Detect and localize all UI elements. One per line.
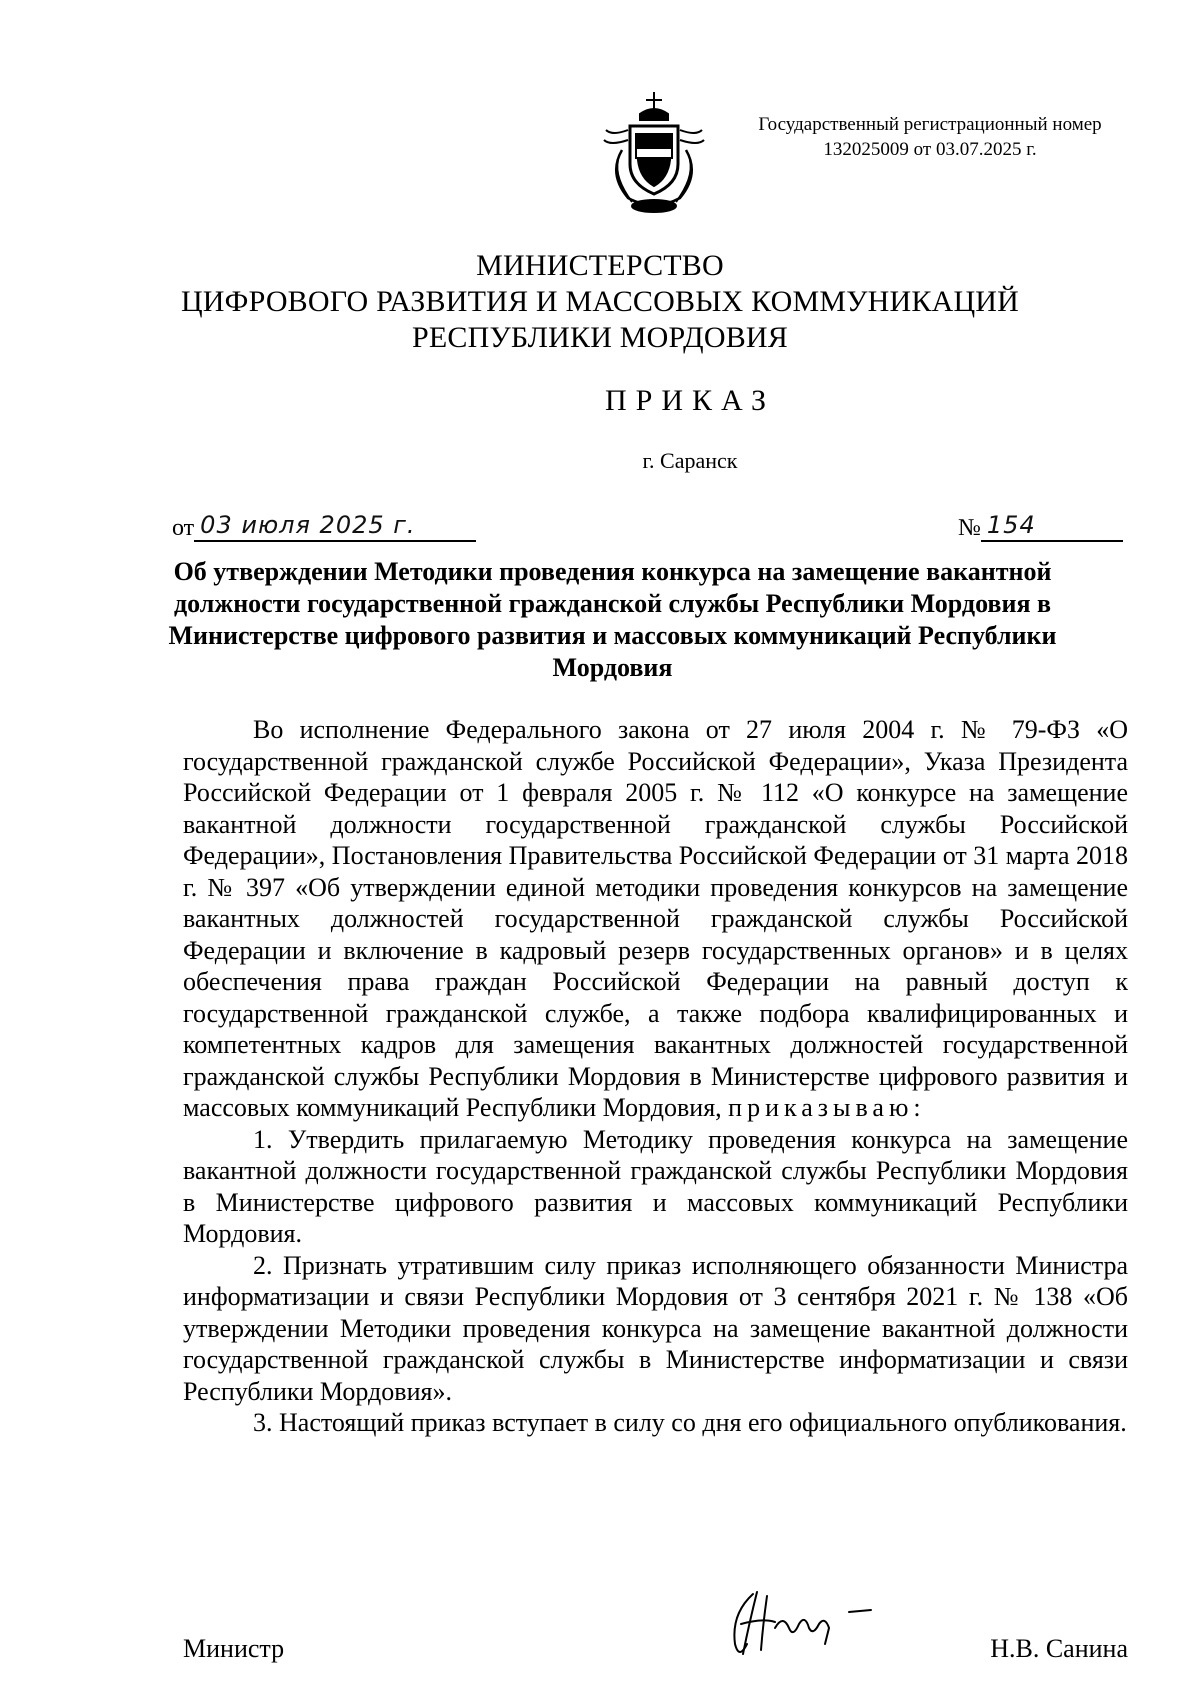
order-date: [172, 510, 476, 542]
ministry-line-1: МИНИСТЕРСТВО: [476, 249, 724, 282]
coat-of-arms-icon: [598, 90, 710, 218]
order-heading: [0, 384, 1200, 418]
ministry-line-2: ЦИФРОВОГО РАЗВИТИЯ И МАССОВЫХ КОММУНИКАЦИЙ: [180, 285, 1020, 318]
signer-name: Н.В. Санина: [990, 1634, 1128, 1663]
handwritten-signature-icon: [713, 1584, 893, 1664]
item-1: 1. Утвердить прилагаемую Методику проведения конкурса на замещение вакантной должности государственной гражданской службы Республики Мордовия в Министерстве цифрового развития и массовых коммуникаций Республики Мордовия.: [183, 1124, 1128, 1248]
item-3: 3. Настоящий приказ вступает в силу со дня его официального опубликования.: [253, 1408, 1127, 1437]
ministry-line-3: РЕСПУБЛИКИ МОРДОВИЯ: [412, 321, 788, 354]
preamble-paragraph: [183, 714, 1128, 1124]
signer-title: Министр: [183, 1634, 285, 1663]
date-prefix: от: [172, 515, 195, 541]
handwritten-date: 03 июля 2025 г.: [194, 510, 476, 542]
registration-number: [740, 112, 1120, 162]
city: г. Саранск: [642, 448, 738, 473]
preamble-text: Во исполнение Федерального закона от 27 июля 2004 г. № 79-ФЗ «О государственной гражданской службе Российской Федерации», Указа Президента Российской Федерации от 1 февраля 2005 г. № 112 «О конкурсе на замещение вакантной должности государственной гражданской службы Российской Федерации», Постановления Правительства Российской Федерации от 31 марта 2018 г. № 397 «Об утверждении единой методики проведения конкурсов на замещение вакантных должностей государственной гражданской службы Российской Федерации и включение в кадровый резерв государственных органов» и в целях обеспечения права граждан Российской Федерации на равный доступ к государственной гражданской службе, а также подбора квалифицированных и компетентных кадров для замещения вакантных должностей государственной гражданской службы Республики Мордовия в Министерстве цифрового развития и массовых коммуникаций Республики Мордовия,: [183, 715, 1128, 1122]
registration-line-2: 132025009 от 03.07.2025 г.: [823, 139, 1037, 160]
document-body: [183, 714, 1128, 1439]
decree-word: приказываю:: [728, 1093, 926, 1122]
document-title: Об утверждении Методики проведения конкурса на замещение вакантной должности государственной гражданской службы Республики Мордовия в Министерстве цифрового развития и массовых коммуникаций Республики Мордовия: [168, 557, 1057, 682]
number-prefix: №: [958, 515, 981, 541]
order-number: [958, 510, 1123, 542]
item-2: 2. Признать утратившим силу приказ исполняющего обязанности Министра информатизации и связи Республики Мордовия от 3 сентября 2021 г. № 138 «Об утверждении Методики проведения конкурса на замещение вакантной должности государственной гражданской службы в Министерстве информатизации и связи Республики Мордовия».: [183, 1250, 1128, 1406]
order-word: ПРИКАЗ: [605, 384, 775, 417]
handwritten-number: 154: [981, 510, 1123, 542]
registration-line-1: Государственный регистрационный номер: [758, 114, 1102, 135]
ministry-name: [100, 248, 1100, 356]
